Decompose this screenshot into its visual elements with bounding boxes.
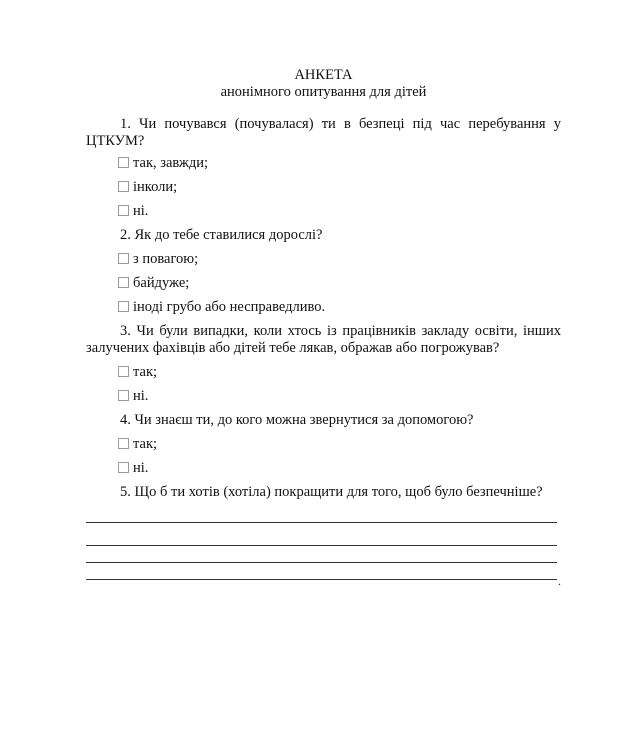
option[interactable] <box>118 299 593 316</box>
answer-line[interactable] <box>86 562 557 563</box>
answer-line[interactable] <box>86 522 557 523</box>
option-label: інколи; <box>133 179 178 195</box>
option-label: ні. <box>133 388 149 404</box>
checkbox-icon[interactable] <box>118 157 129 168</box>
option-label: ні. <box>133 203 149 219</box>
question-2: 2. Як до тебе ставилися дорослі? <box>120 227 323 243</box>
checkbox-icon[interactable] <box>118 301 129 312</box>
option-label: іноді грубо або несправедливо. <box>133 299 326 315</box>
option[interactable] <box>118 460 593 477</box>
checkbox-icon[interactable] <box>118 253 129 264</box>
question-4: 4. Чи знаєш ти, до кого можна звернутися за допомогою? <box>120 412 474 428</box>
question-3: 3. Чи були випадки, коли хтось із працівників закладу освіти, інших залучених фахівців або дітей тебе лякав, ображав або погрожував? <box>86 323 561 356</box>
question-5: 5. Що б ти хотів (хотіла) покращити для того, щоб було безпечніше? <box>120 484 543 500</box>
checkbox-icon[interactable] <box>118 277 129 288</box>
option-label: так; <box>133 436 158 452</box>
answer-line[interactable] <box>86 545 557 546</box>
form-subtitle: анонімного опитування для дітей <box>220 84 427 100</box>
answer-end-period: . <box>558 574 561 588</box>
checkbox-icon[interactable] <box>118 390 129 401</box>
option[interactable] <box>118 364 593 381</box>
option-label: так, завжди; <box>133 155 209 171</box>
form-title: АНКЕТА <box>294 67 353 83</box>
option[interactable] <box>118 388 593 405</box>
option-label: ні. <box>133 460 149 476</box>
checkbox-icon[interactable] <box>118 438 129 449</box>
checkbox-icon[interactable] <box>118 366 129 377</box>
option[interactable] <box>118 179 593 196</box>
checkbox-icon[interactable] <box>118 181 129 192</box>
option[interactable] <box>118 436 593 453</box>
checkbox-icon[interactable] <box>118 462 129 473</box>
option-label: з повагою; <box>133 251 199 267</box>
option-label: так; <box>133 364 158 380</box>
option[interactable] <box>118 203 593 220</box>
option-label: байдуже; <box>133 275 190 291</box>
answer-line[interactable] <box>86 579 557 580</box>
option[interactable] <box>118 251 593 268</box>
checkbox-icon[interactable] <box>118 205 129 216</box>
option[interactable] <box>118 275 593 292</box>
question-1: 1. Чи почувався (почувалася) ти в безпеці під час перебування у ЦТКУМ? <box>86 116 561 149</box>
option[interactable] <box>118 155 593 172</box>
